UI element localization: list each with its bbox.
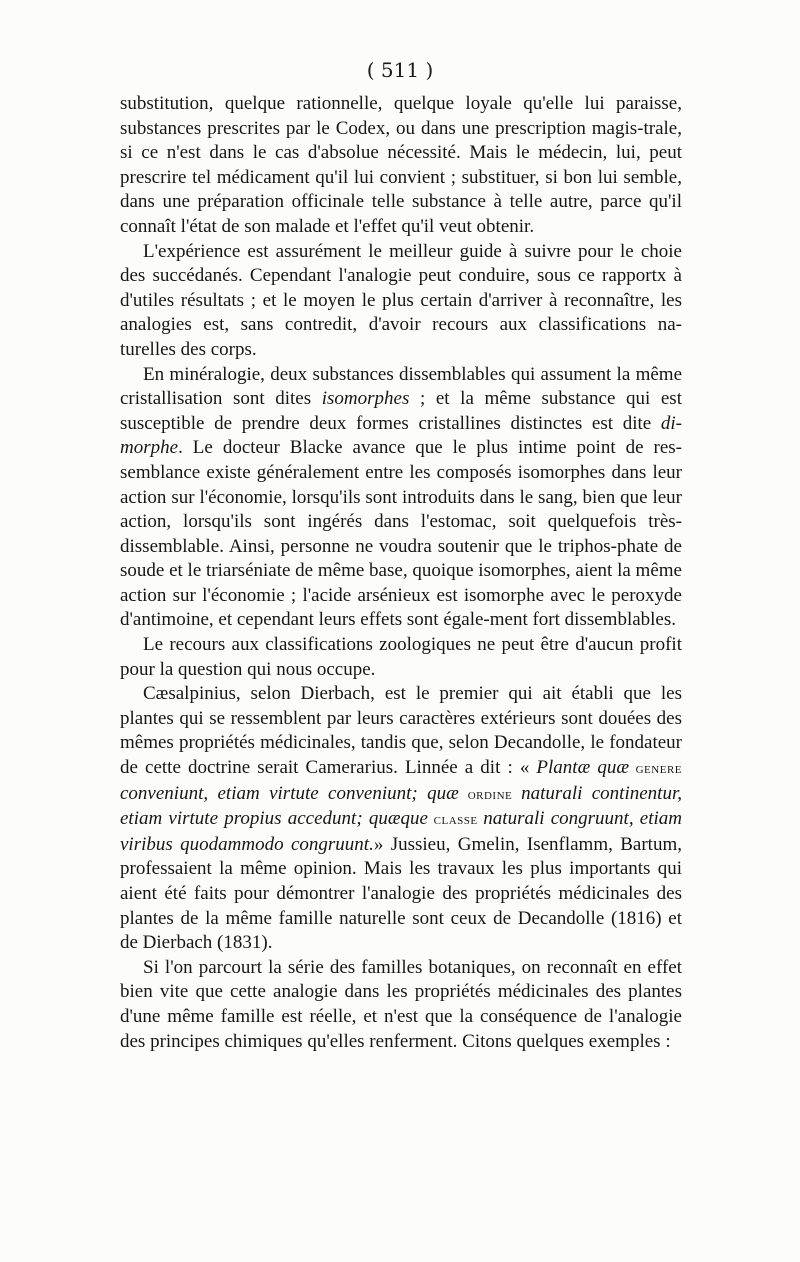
page-number: ( 511 ) — [366, 58, 434, 82]
italic-text: isomorphes — [321, 388, 410, 410]
text-run: Cæsalpinius, selon Dierbach, est le premier qui ait établi que les plantes qui se ressemblent par leurs caractères extérieurs sont douées des mêmes propriétés médicinales, tandis que, selon Decandolle, le fondateur de cette doctrine serait Camerarius. Linnée a dit : « — [120, 683, 682, 779]
body-text — [120, 92, 682, 1054]
paragraph-p6 — [120, 956, 682, 1054]
paragraph-p3 — [120, 363, 682, 634]
italic-text: di-morphe — [120, 412, 682, 459]
text-run: substitution, quelque rationnelle, quelque loyale qu'elle lui paraisse, substances prescrites par le Codex, ou dans une prescription magis-trale, si ce n'est dans le cas d'absolue nécessité. Mais le médecin, lui, peut prescrire tel médicament qu'il lui convient ; substituer, si bon lui semble, dans une préparation officinale telle substance à telle autre, parce qu'il connaît l'état de son malade et l'effet qu'il veut obtenir. — [120, 93, 682, 237]
italic-text: naturali congruunt, etiam viribus quodammodo congruunt. — [120, 808, 682, 855]
italic-text: Plantæ quæ — [536, 757, 630, 779]
text-run: Le recours aux classifications zoologiques ne peut être d'aucun profit pour la question qui nous occupe. — [120, 634, 682, 680]
paragraph-p5 — [120, 682, 682, 956]
small-caps-text: genere — [629, 761, 683, 778]
paragraph-p2 — [120, 240, 682, 363]
text-run: L'expérience est assurément le meilleur guide à suivre pour le choie des succédanés. Cependant l'analogie peut conduire, sous ce rapportx à d'utiles résultats ; et le moyen le plus certain d'arriver à reconnaître, les analogies est, sans contredit, d'avoir recours aux classifications na-turelles des corps. — [120, 240, 682, 360]
italic-text: naturali continentur, etiam virtute propius accedunt; quæque — [120, 782, 682, 830]
paragraph-p4 — [120, 633, 682, 682]
text-run: » Jussieu, Gmelin, Isenflamm, Bartum, professaient la même opinion. Mais les travaux les plus importants qui aient été faits pour démontrer l'analogie des propriétés médicinales des plantes de la même famille naturelle sont ceux de Decandolle (1816) et de Dierbach (1831). — [120, 833, 682, 954]
text-run: ; et la même substance qui est susceptible de prendre deux formes cristallines distinctes est dite — [120, 388, 682, 434]
text-run: Si l'on parcourt la série des familles botaniques, on reconnaît en effet bien vite que cette analogie dans les propriétés médicinales des plantes d'une même famille est réelle, et n'est que la conséquence de l'analogie des principes chimiques qu'elles renferment. Citons quelques exemples : — [120, 956, 682, 1052]
small-caps-text: ordine — [458, 786, 522, 803]
text-run: . Le docteur Blacke avance que le plus intime point de res-semblance existe généralement entre les composés isomorphes dans leur action sur l'économie, lorsqu'ils sont introduits dans le sang, bien que leur action, lorsqu'ils sont ingérés dans l'estomac, soit quelquefois très-dissemblable. Ainsi, personne ne voudra soutenir que le triphos-phate de soude et le triarséniate de même base, quoique isomorphes, aient la même action sur l'économie ; l'acide arsénieux est isomorphe avec le peroxyde d'antimoine, et cependant leurs effets sont égale-ment fort dissemblables. — [120, 437, 682, 631]
small-caps-text: classe — [427, 812, 484, 829]
paragraph-p1 — [120, 92, 682, 240]
text-run: En minéralogie, deux substances dissemblables qui assument la même cristallisation sont dites — [120, 363, 682, 410]
italic-text: conveniunt, etiam virtute conveniunt; quæ — [120, 782, 459, 804]
